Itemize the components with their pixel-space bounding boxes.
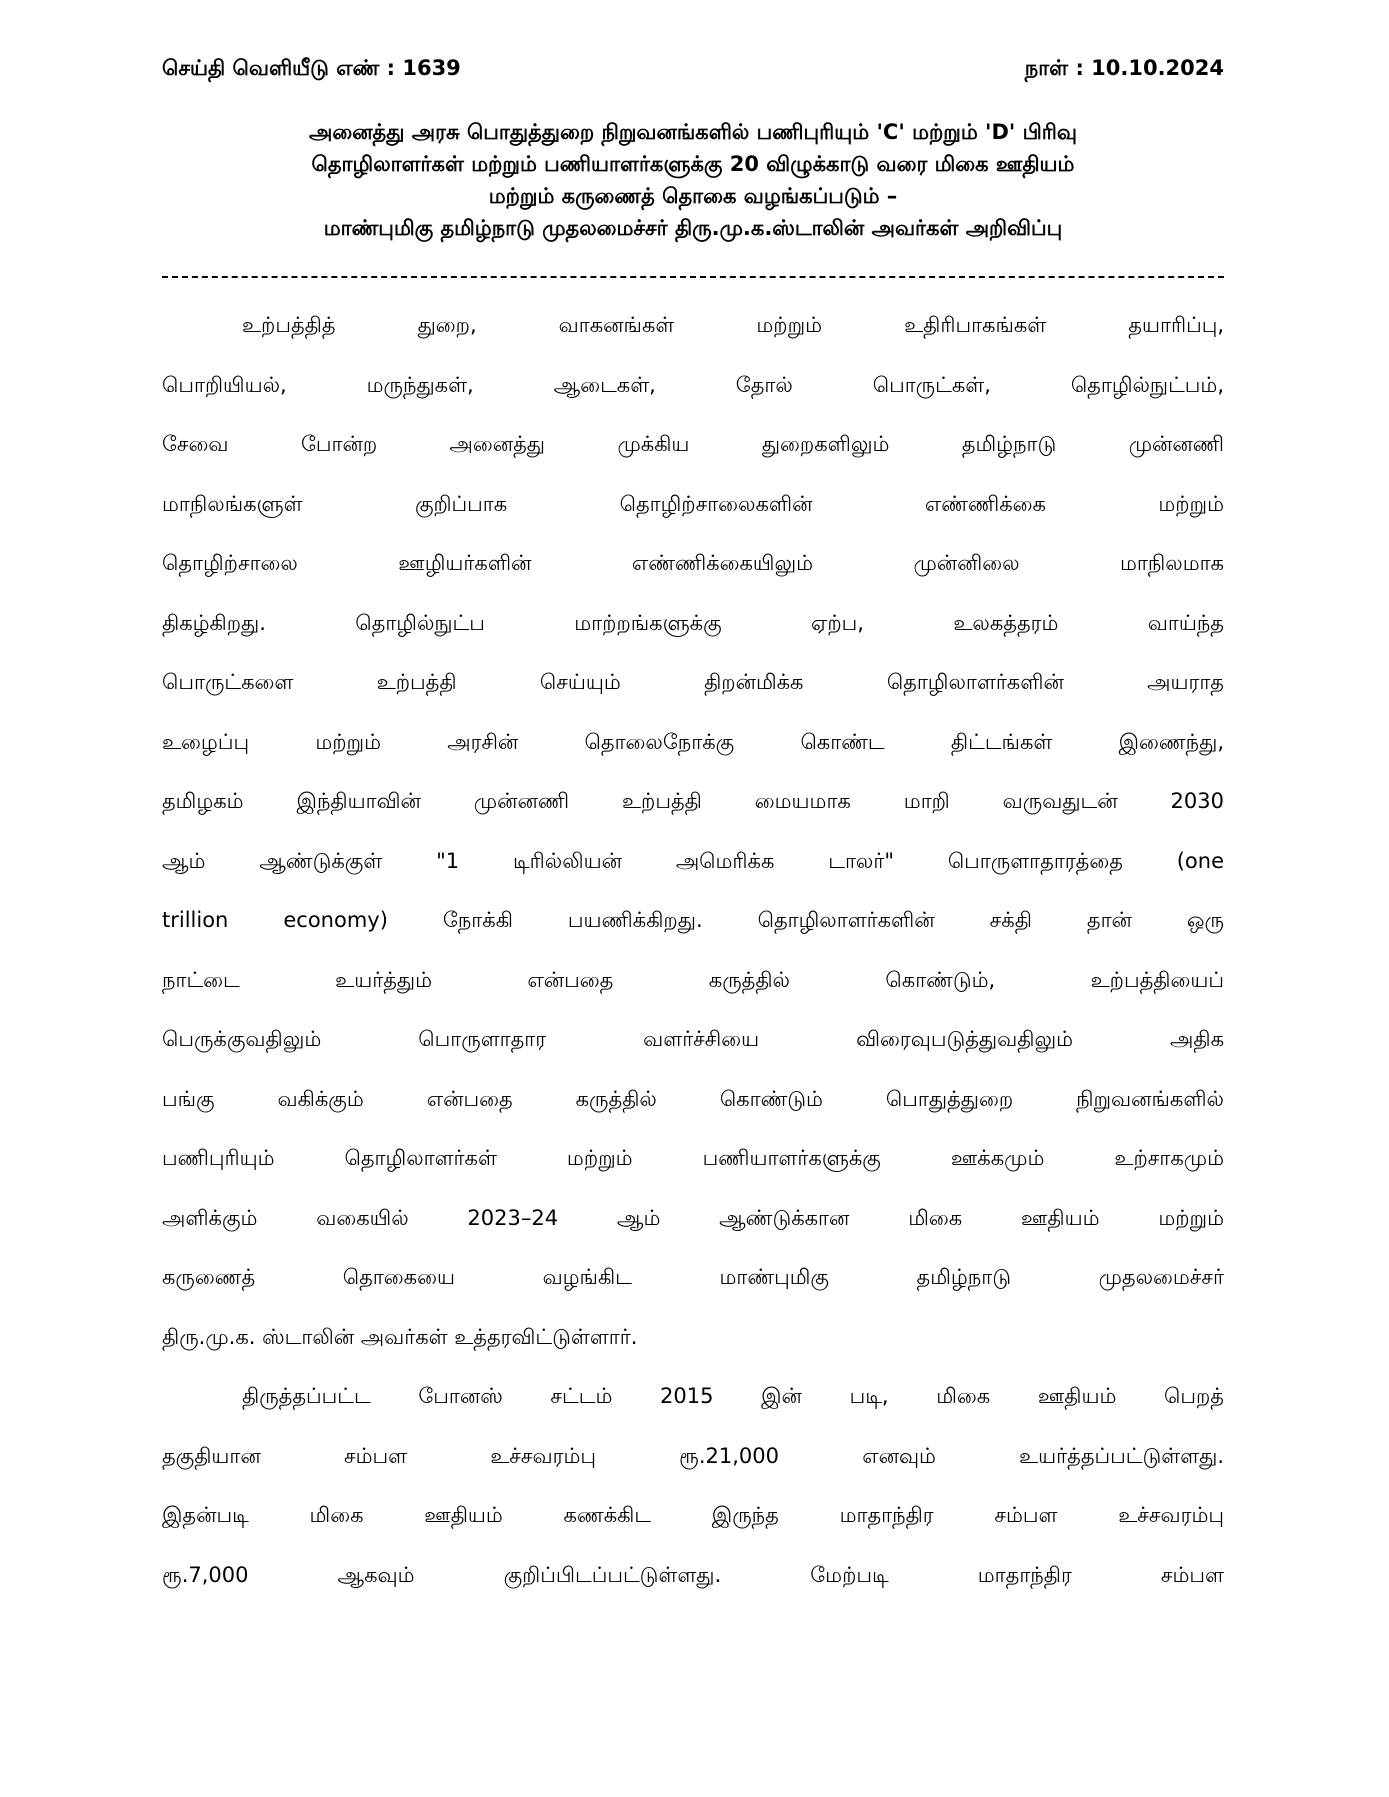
title-line: அனைத்து அரசு பொதுத்துறை நிறுவனங்களில் பணிபுரியும் 'C' மற்றும் 'D' பிரிவு [308,120,1077,144]
paragraph-line: திரு.மு.க. ஸ்டாலின் அவர்கள் உத்தரவிட்டுள்ளார். [162,1324,638,1349]
paragraph-line: தமிழகம் இந்தியாவின் முன்னணி உற்பத்தி மையமாக மாறி வருவதுடன் 2030 [162,789,1224,813]
paragraph-2 [162,1367,1224,1605]
release-date: நாள் : 10.10.2024 [1024,56,1224,80]
header-row [162,56,1224,90]
paragraph-line: திகழ்கிறது. தொழில்நுட்ப மாற்றங்களுக்கு ஏற்ப, உலகத்தரம் வாய்ந்த [162,610,1224,635]
paragraph-line: தகுதியான சம்பள உச்சவரம்பு ரூ.21,000 எனவும் உயர்த்தப்பட்டுள்ளது. [162,1443,1224,1468]
paragraph-line: திருத்தப்பட்ட போனஸ் சட்டம் 2015 இன் படி, மிகை ஊதியம் பெறத் [242,1384,1224,1408]
paragraph-line: பங்கு வகிக்கும் என்பதை கருத்தில் கொண்டும் பொதுத்துறை நிறுவனங்களில் [162,1086,1224,1111]
title-line: மாண்புமிகு தமிழ்நாடு முதலமைச்சர் திரு.மு.க.ஸ்டாலின் அவர்கள் அறிவிப்பு [323,216,1063,240]
release-number: செய்தி வெளியீடு எண் : 1639 [162,56,461,80]
paragraph-line: உழைப்பு மற்றும் அரசின் தொலைநோக்கு கொண்ட திட்டங்கள் இணைந்து, [162,729,1224,754]
paragraph-line: பொறியியல், மருந்துகள், ஆடைகள், தோல் பொருட்கள், தொழில்நுட்பம், [162,372,1224,397]
paragraph-line: பொருட்களை உற்பத்தி செய்யும் திறன்மிக்க தொழிலாளர்களின் அயராத [162,670,1224,694]
paragraph-line: பெருக்குவதிலும் பொருளாதார வளர்ச்சியை விரைவுபடுத்துவதிலும் அதிக [162,1027,1224,1051]
page-title [162,116,1224,244]
paragraph-line: இதன்படி மிகை ஊதியம் கணக்கிட இருந்த மாதாந்திர சம்பள உச்சவரம்பு [162,1503,1224,1527]
paragraph-line: மாநிலங்களுள் குறிப்பாக தொழிற்சாலைகளின் எண்ணிக்கை மற்றும் [162,491,1224,516]
paragraph-line: trillion economy) நோக்கி பயணிக்கிறது. தொழிலாளர்களின் சக்தி தான் ஒரு [162,908,1224,932]
paragraph-line: சேவை போன்ற அனைத்து முக்கிய துறைகளிலும் தமிழ்நாடு முன்னணி [162,432,1224,456]
title-line: தொழிலாளர்கள் மற்றும் பணியாளர்களுக்கு 20 விழுக்காடு வரை மிகை ஊதியம் [311,152,1075,176]
paragraph-line: ரூ.7,000 ஆகவும் குறிப்பிடப்பட்டுள்ளது. மேற்படி மாதாந்திர சம்பள [162,1562,1224,1587]
paragraph-line: நாட்டை உயர்த்தும் என்பதை கருத்தில் கொண்டும், உற்பத்தியைப் [162,967,1224,992]
paragraph-line: உற்பத்தித் துறை, வாகனங்கள் மற்றும் உதிரிபாகங்கள் தயாரிப்பு, [242,313,1224,337]
dashed-divider [162,276,1224,278]
paragraph-line: தொழிற்சாலை ஊழியர்களின் எண்ணிக்கையிலும் முன்னிலை மாநிலமாக [162,551,1224,575]
body-text [162,296,1224,1605]
paragraph-line: அளிக்கும் வகையில் 2023–24 ஆம் ஆண்டுக்கான மிகை ஊதியம் மற்றும் [162,1205,1224,1230]
paragraph-line: கருணைத் தொகையை வழங்கிட மாண்புமிகு தமிழ்நாடு முதலமைச்சர் [162,1265,1224,1289]
paragraph-1 [162,296,1224,1367]
paragraph-line: பணிபுரியும் தொழிலாளர்கள் மற்றும் பணியாளர்களுக்கு ஊக்கமும் உற்சாகமும் [162,1146,1224,1170]
paragraph-line: ஆம் ஆண்டுக்குள் "1 டிரில்லியன் அமெரிக்க டாலர்" பொருளாதாரத்தை (one [162,848,1224,873]
title-line: மற்றும் கருணைத் தொகை வழங்கப்படும் – [488,184,898,208]
